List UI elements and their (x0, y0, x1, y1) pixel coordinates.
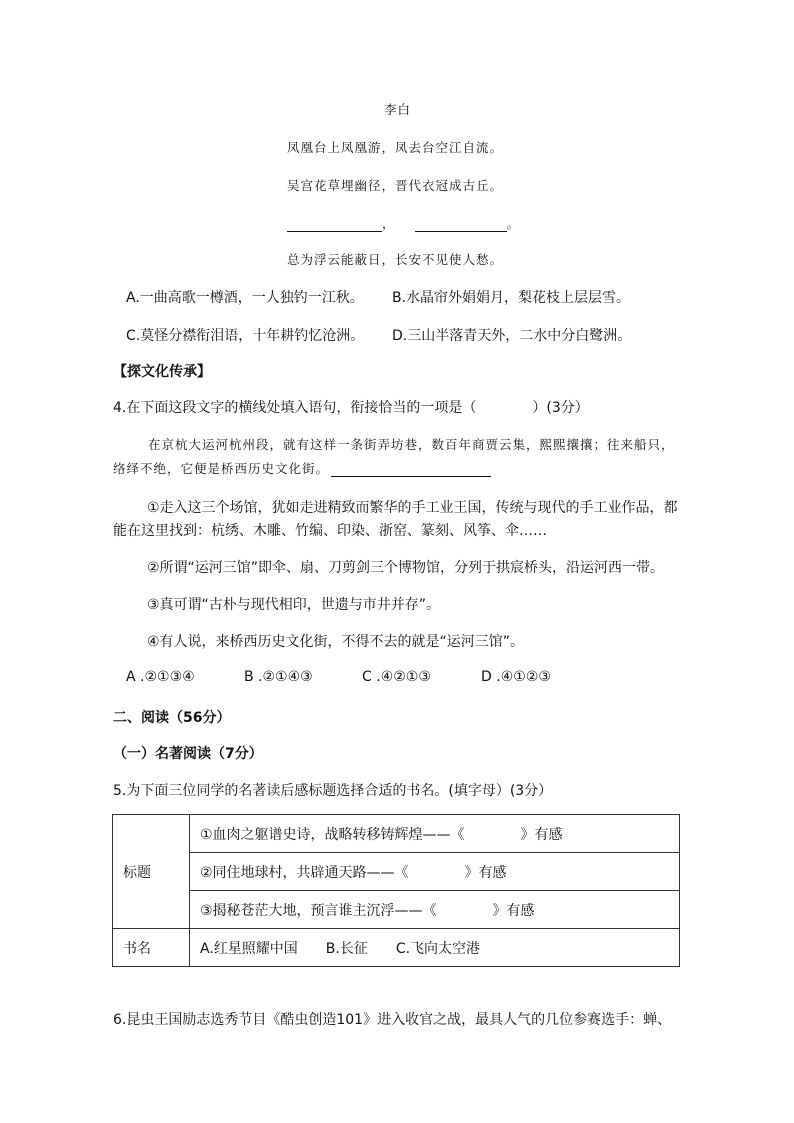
q4-passage-text: 络绎不绝，它便是桥西历史文化街。 (113, 461, 330, 476)
answer-blank[interactable] (415, 217, 507, 232)
q3-option-c: C.莫怪分襟衔泪语，十年耕钓忆沧洲。 (126, 328, 365, 344)
answer-blank[interactable] (331, 462, 491, 477)
table-row (113, 929, 680, 967)
title-cell-3: ③揭秘苍茫大地，预言谁主沉浮——《 》有感 (190, 891, 680, 929)
q3-option-d: D.三山半落青天外，二水中分白鹭洲。 (392, 328, 632, 344)
q4-option-b: B .②①④③ (244, 669, 313, 685)
book-label-cell: 书名 (113, 929, 190, 967)
title-label-cell: 标题 (113, 815, 190, 929)
q4-option-d: D .④①②③ (481, 669, 551, 685)
section-heading-culture: 【探文化传承】 (113, 364, 211, 380)
book-options-cell: A.红星照耀中国 B.长征 C.飞向太空港 (190, 929, 680, 967)
subsection-heading-classics: （一）名著阅读（7分） (113, 746, 263, 762)
title-cell-1: ①血肉之躯谱史诗，战略转移铸辉煌——《 》有感 (190, 815, 680, 853)
poem-line-1: 凤凰台上凤凰游，凤去台空江自流。 (287, 140, 504, 155)
q4-sentence-2: ②所谓“运河三馆”即伞、扇、刀剪剑三个博物馆，分列于拱宸桥头，沿运河西一带。 (147, 560, 665, 576)
poem-blank-line (287, 214, 520, 232)
q4-option-c: C .④②①③ (362, 669, 431, 685)
poem-author: 李白 (384, 102, 412, 117)
q4-sentence-1b: 能在这里找到：杭绣、木雕、竹编、印染、浙窑、篆刻、风筝、伞…… (113, 523, 547, 539)
answer-blank[interactable] (287, 217, 382, 232)
title-cell-2: ②同住地球村，共辟通天路——《 》有感 (190, 853, 680, 891)
blank-separator: ， (382, 216, 396, 231)
table-row (113, 853, 680, 891)
q4-sentence-4: ④有人说，来桥西历史文化街，不得不去的就是“运河三馆”。 (147, 634, 525, 650)
q4-passage-line-2 (113, 459, 491, 477)
q5-stem: 5.为下面三位同学的名著读后感标题选择合适的书名。(填字母）(3分） (113, 783, 553, 799)
poem-line-3: 总为浮云能蔽日，长安不见使人愁。 (287, 252, 504, 267)
section-heading-reading: 二、阅读（56分） (113, 710, 231, 726)
q3-option-b: B.水晶帘外娟娟月，梨花枝上层层雪。 (392, 290, 631, 306)
q4-sentence-1a: ①走入这三个场馆，犹如走进精致而繁华的手工业王国，传统与现代的手工业作品，都 (147, 500, 678, 516)
table-row (113, 891, 680, 929)
q5-table (112, 814, 680, 967)
q4-passage-line-1: 在京杭大运河杭州段，就有这样一条街弄坊巷，数百年商贾云集，熙熙攘攘；往来船只， (148, 437, 675, 452)
blank-end: 。 (506, 216, 521, 231)
q4-stem: 4.在下面这段文字的横线处填入语句，衔接恰当的一项是（ ）(3分） (113, 400, 589, 416)
q4-option-a: A .②①③④ (126, 669, 195, 685)
poem-line-2: 吴宫花草埋幽径，晋代衣冠成古丘。 (287, 178, 504, 193)
q4-sentence-3: ③真可谓“古朴与现代相印，世遗与市井并存”。 (147, 597, 441, 613)
q3-option-a: A.一曲高歌一樽酒，一人独钓一江秋。 (126, 290, 364, 306)
q6-stem: 6.昆虫王国励志选秀节目《酷虫创造101》进入收官之战，最具人气的几位参赛选手：蝉、 (113, 1012, 672, 1028)
table-row (113, 815, 680, 853)
